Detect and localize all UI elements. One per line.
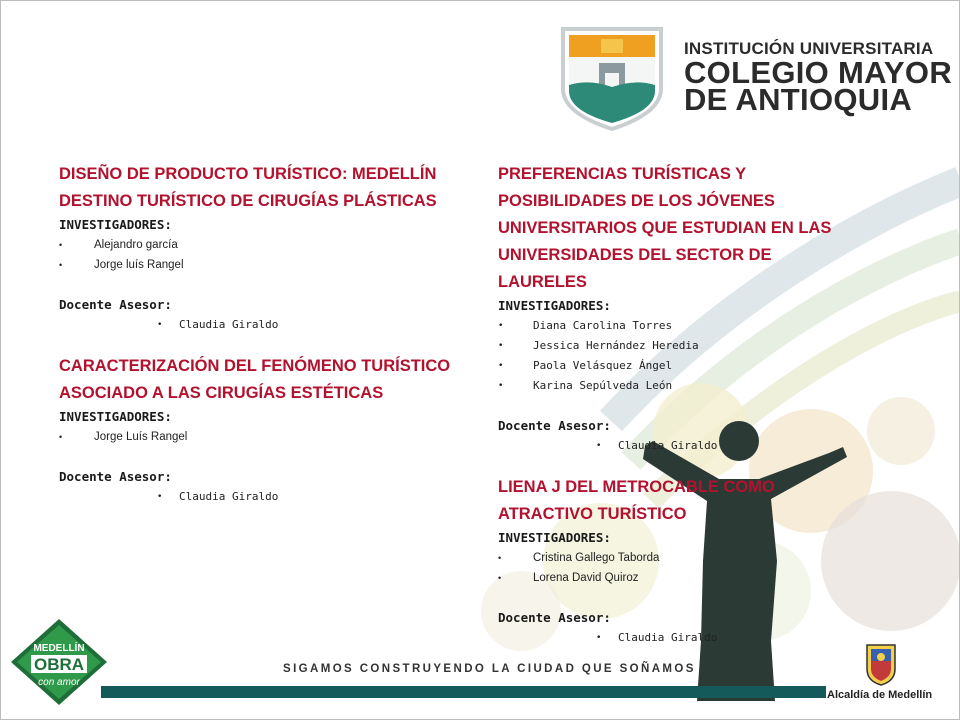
project-section <box>498 161 858 456</box>
project-title: CARACTERIZACIÓN DEL FENÓMENO TURÍSTICO ASOCIADO A LAS CIRUGÍAS ESTÉTICAS <box>59 357 451 402</box>
obra-line-3: con amor <box>38 677 80 688</box>
investigadores-label: INVESTIGADORES: <box>59 409 172 424</box>
project-section <box>59 161 459 335</box>
investigador-item: • Jorge Luís Rangel <box>59 427 459 447</box>
investigador-item: • Jorge luís Rangel <box>59 255 459 275</box>
institution-name <box>684 39 954 117</box>
asesor-item: • Claudia Giraldo <box>498 628 858 648</box>
investigador-item: • Cristina Gallego Taborda <box>498 548 858 568</box>
footer-bar <box>101 686 826 698</box>
investigador-item: • Lorena David Quiroz <box>498 568 858 588</box>
institution-line-3: DE ANTIOQUIA <box>684 82 913 117</box>
asesor-label: Docente Asesor: <box>498 418 611 433</box>
investigador-item: • Paola Velásquez Ángel <box>498 356 858 376</box>
investigadores-label: INVESTIGADORES: <box>498 298 611 313</box>
project-title: PREFERENCIAS TURÍSTICAS Y POSIBILIDADES DE LOS JÓVENES UNIVERSITARIOS QUE ESTUDIAN EN LAS UNIVERSIDADES DEL SECTOR DE LAURELES <box>498 165 832 291</box>
institution-line-2: COLEGIO MAYOR <box>684 55 953 90</box>
footer-slogan: SIGAMOS CONSTRUYENDO LA CIUDAD QUE SOÑAMOS <box>283 663 696 675</box>
investigador-item: • Jessica Hernández Heredia <box>498 336 858 356</box>
right-column <box>498 161 858 648</box>
asesor-label: Docente Asesor: <box>498 610 611 625</box>
investigadores-label: INVESTIGADORES: <box>59 217 172 232</box>
medellin-obra-con-amor-logo <box>9 617 109 707</box>
investigador-item: • Karina Sepúlveda León <box>498 376 858 396</box>
left-column <box>59 161 459 507</box>
investigador-item: • Alejandro garcía <box>59 235 459 255</box>
institution-line-1: INSTITUCIÓN UNIVERSITARIA <box>684 39 934 58</box>
colegio-mayor-shield-logo <box>559 23 665 133</box>
asesor-label: Docente Asesor: <box>59 297 172 312</box>
asesor-item: • Claudia Giraldo <box>498 436 858 456</box>
alcaldia-label: Alcaldía de Medellín <box>827 689 933 701</box>
investigadores-label: INVESTIGADORES: <box>498 530 611 545</box>
project-title: DISEÑO DE PRODUCTO TURÍSTICO: MEDELLÍN DESTINO TURÍSTICO DE CIRUGÍAS PLÁSTICAS <box>59 165 437 210</box>
alcaldia-coat-of-arms-icon <box>861 641 901 687</box>
project-section <box>59 353 459 507</box>
project-title: LIENA J DEL METROCABLE COMO ATRACTIVO TURÍSTICO <box>498 478 775 523</box>
asesor-item: • Claudia Giraldo <box>59 315 459 335</box>
obra-line-1: MEDELLÍN <box>33 643 85 654</box>
asesor-item: • Claudia Giraldo <box>59 487 459 507</box>
investigador-item: • Diana Carolina Torres <box>498 316 858 336</box>
project-section <box>498 474 858 648</box>
obra-line-2: OBRA <box>33 655 85 674</box>
asesor-label: Docente Asesor: <box>59 469 172 484</box>
